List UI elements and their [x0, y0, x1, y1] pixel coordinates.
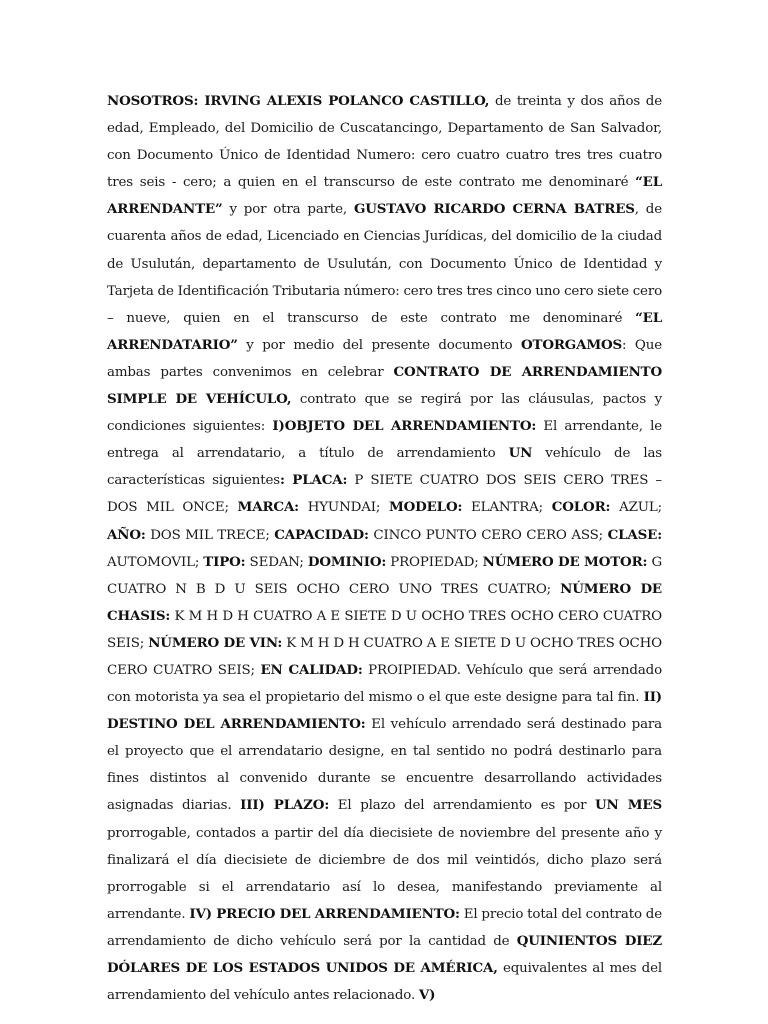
bold-text-segment: III) PLAZO: [240, 797, 330, 814]
text-segment: vehículo de las características siguientes [107, 446, 663, 489]
bold-text-segment: DOMINIO: [307, 553, 387, 570]
text-segment: G CUATRO N B D U SEIS OCHO CERO UNO TRES CUATRO; [107, 554, 662, 597]
text-segment: y por medio del presente documento [237, 337, 521, 353]
text-segment: SEDAN; [245, 554, 308, 570]
text-segment: equivalentes al mes del arrendamiento del vehículo antes relacionado. [107, 961, 662, 1004]
text-segment: PROIPIEDAD. Vehículo que será arrendado con motorista ya sea el propietario del mismo o el que este designe para tal fin. [107, 662, 662, 706]
contract-body-text [107, 88, 662, 1009]
bold-text-segment: QUINIENTOS DIEZ DÓLARES DE LOS ESTADOS UNIDOS DE AMÉRICA, [107, 932, 662, 976]
bold-text-segment: UN MES [595, 797, 662, 814]
text-segment: K M H D H CUATRO A E SIETE D U OCHO TRES OCHO CERO CUATRO SEIS; [107, 635, 662, 678]
text-segment: CINCO PUNTO CERO CERO ASS; [368, 527, 608, 543]
text-segment: El precio total del contrato de arrendamiento de dicho vehículo será por la cantidad de [107, 906, 662, 949]
bold-text-segment: NÚMERO DE VIN: [148, 634, 283, 651]
bold-text-segment: “EL ARRENDANTE” [107, 174, 662, 218]
text-segment: El arrendante, le entrega al arrendatario, a título de arrendamiento [107, 419, 662, 462]
text-segment: HYUNDAI; [298, 500, 389, 516]
text-segment: de treinta y dos años de edad, Empleado, del Domicilio de Cuscatancingo, Departamento de San Salvador, con Documento Único de Identidad Numero: cero cuatro cuatro tres tres cuatro tres seis - cero; a quien en el transcurso de este contrato me denominaré [107, 94, 662, 191]
text-segment: K M H D H CUATRO A E SIETE D U OCHO TRES OCHO CERO CUATRO SEIS; [107, 608, 662, 651]
bold-text-segment: CONTRATO DE ARRENDAMIENTO SIMPLE DE VEHÍCULO, [107, 363, 663, 408]
bold-text-segment: CLASE: [607, 526, 663, 543]
bold-text-segment: V) [418, 987, 436, 1004]
text-segment: AZUL; [610, 500, 662, 516]
text-segment: P SIETE CUATRO DOS SEIS CERO TRES – DOS MIL ONCE; [107, 473, 662, 516]
text-segment: : Que ambas partes convenimos en celebrar [107, 337, 662, 380]
bold-text-segment: COLOR: [551, 499, 611, 516]
bold-text-segment: CAPACIDAD: [274, 526, 369, 543]
text-segment: ELANTRA; [462, 500, 552, 516]
bold-text-segment: “EL ARRENDATARIO” [107, 309, 662, 353]
text-segment: DOS MIL TRECE; [145, 527, 275, 543]
bold-text-segment: MODELO: [388, 499, 463, 516]
text-segment: contrato que se regirá por las cláusulas, pactos y condiciones siguientes: [107, 392, 662, 435]
text-segment: PROPIEDAD; [386, 554, 483, 570]
bold-text-segment: EN CALIDAD: [260, 661, 363, 678]
bold-text-segment: IV) PRECIO DEL ARRENDAMIENTO: [189, 905, 460, 922]
bold-text-segment: GUSTAVO RICARDO CERNA BATRES [353, 201, 635, 218]
bold-text-segment: NÚMERO DE CHASIS: [107, 580, 662, 624]
text-segment: prorrogable, contados a partir del día diecisiete de noviembre del presente año y finalizará el día diecisiete de diciembre de dos mil veintidós, dicho plazo será prorrogable si el arrendatario así lo desea, manifestando previamente al arrendante. [107, 825, 662, 922]
bold-text-segment: TIPO: [203, 553, 246, 570]
bold-text-segment: NÚMERO DE MOTOR: [482, 553, 648, 570]
text-segment: El plazo del arrendamiento es por [329, 798, 596, 814]
text-segment: , de cuarenta años de edad, Licenciado en Ciencias Jurídicas, del domicilio de la ciudad de Usulután, departamento de Usulután, con Documento Único de Identidad y Tarjeta de Identificación Tributaria número: cero tres tres cinco uno cero siete cero – nueve, quien en el transcurso de este contrato me denominaré [107, 202, 662, 326]
bold-text-segment: I)OBJETO DEL ARRENDAMIENTO: [272, 418, 537, 435]
bold-text-segment: NOSOTROS: IRVING ALEXIS POLANCO CASTILLO, [107, 93, 490, 109]
text-segment: AUTOMOVIL; [107, 554, 204, 570]
bold-text-segment: UN [508, 445, 533, 462]
bold-text-segment: II) DESTINO DEL ARRENDAMIENTO: [107, 689, 662, 733]
bold-text-segment: OTORGAMOS [520, 336, 623, 353]
bold-text-segment: : PLACA: [279, 472, 348, 489]
bold-text-segment: AÑO: [107, 526, 146, 543]
text-segment: y por otra parte, [222, 202, 354, 218]
text-segment: El vehículo arrendado será destinado para el proyecto que el arrendatario designe, en tal sentido no podrá destinarlo para fines distintos al convenido durante se encuentre desarrollando actividades asignadas diarias. [107, 717, 662, 814]
bold-text-segment: MARCA: [237, 499, 299, 516]
